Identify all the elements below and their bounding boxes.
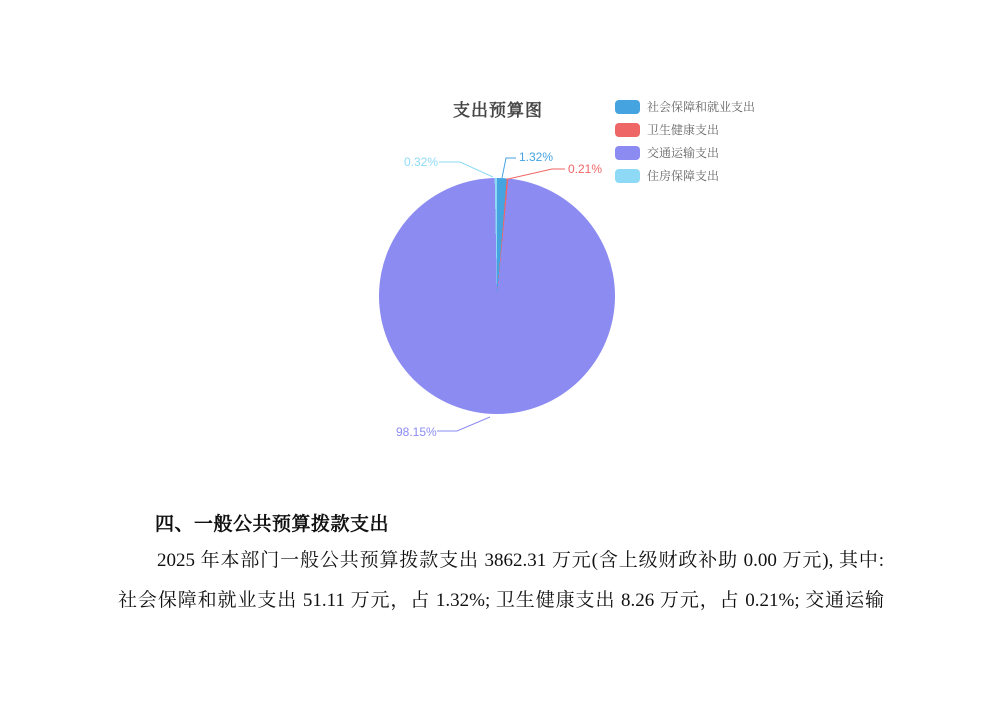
legend-item-label: 社会保障和就业支出 — [647, 100, 756, 114]
legend-swatch-icon — [615, 169, 640, 183]
section-heading: 四、一般公共预算拨款支出 — [155, 514, 390, 535]
pie-graphic[interactable] — [379, 178, 615, 414]
legend-item-label: 住房保障支出 — [647, 169, 720, 183]
chart-title: 支出预算图 — [453, 101, 543, 120]
chart-legend — [615, 99, 755, 183]
legend-item-transport[interactable] — [615, 145, 755, 160]
paragraph-line-2: 社会保障和就业支出 51.11 万元，占 1.32%; 卫生健康支出 8.26 万元，占 0.21%; 交通运输 — [118, 590, 884, 611]
legend-item-label: 交通运输支出 — [647, 146, 720, 160]
legend-item-health[interactable] — [615, 122, 755, 137]
legend-item-housing[interactable] — [615, 168, 755, 183]
pie-label-transport: 98.15% — [396, 425, 437, 439]
legend-swatch-icon — [615, 123, 640, 137]
paragraph-line-1: 2025 年本部门一般公共预算拨款支出 3862.31 万元(含上级财政补助 0.00 万元), 其中: — [157, 550, 884, 571]
legend-swatch-icon — [615, 100, 640, 114]
legend-item-label: 卫生健康支出 — [647, 123, 720, 137]
pie-label-health: 0.21% — [568, 162, 603, 176]
pie-label-social-security: 1.32% — [519, 150, 554, 164]
legend-swatch-icon — [615, 146, 640, 160]
legend-item-social-security[interactable] — [615, 99, 755, 114]
pie-label-housing: 0.32% — [404, 155, 439, 169]
